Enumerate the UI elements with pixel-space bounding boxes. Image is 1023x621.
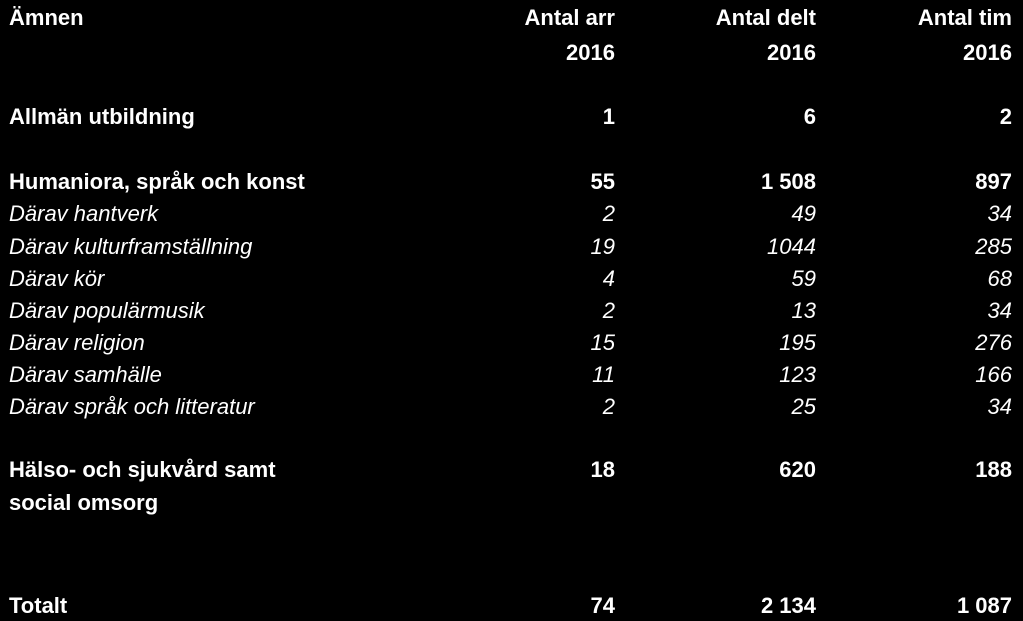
arr-value: 18 — [590, 457, 615, 482]
tim-value: 897 — [975, 169, 1012, 194]
arr-value: 1 — [602, 104, 615, 129]
row-label-continuation: social omsorg — [9, 490, 159, 515]
table-row — [0, 455, 1023, 485]
table-subrow — [0, 296, 1023, 326]
table-subrow — [0, 328, 1023, 358]
tim-value: 188 — [975, 457, 1012, 482]
row-label: Allmän utbildning — [9, 104, 195, 129]
tim-value: 276 — [975, 330, 1012, 355]
delt-value: 195 — [779, 330, 816, 355]
tim-value: 2 — [999, 104, 1012, 129]
delt-value: 49 — [791, 201, 816, 226]
arr-value: 2 — [602, 394, 615, 419]
row-label: Humaniora, språk och konst — [9, 169, 305, 194]
row-label: Hälso- och sjukvård samt — [9, 457, 276, 482]
table-subrow — [0, 264, 1023, 294]
tim-value: 285 — [975, 234, 1012, 259]
table-row — [0, 167, 1023, 197]
arr-value: 15 — [590, 330, 615, 355]
arr-value: 4 — [602, 266, 615, 291]
delt-value: 1 508 — [760, 169, 816, 194]
table-subrow — [0, 392, 1023, 422]
year-header-row — [0, 38, 1023, 68]
arr-value: 2 — [602, 201, 615, 226]
delt-total: 2 134 — [760, 593, 816, 618]
delt-year: 2016 — [767, 40, 816, 65]
row-label: Därav religion — [9, 330, 145, 355]
delt-value: 620 — [779, 457, 816, 482]
header-row — [0, 3, 1023, 33]
row-label: Därav populärmusik — [9, 298, 205, 323]
tim-value: 34 — [987, 394, 1012, 419]
row-label: Därav kulturframställning — [9, 234, 253, 259]
arr-value: 11 — [592, 362, 615, 387]
arr-value: 55 — [590, 169, 615, 194]
row-label: Därav samhälle — [9, 362, 162, 387]
table-row-continuation — [0, 488, 1023, 518]
tim-total: 1 087 — [956, 593, 1012, 618]
delt-value: 59 — [791, 266, 816, 291]
tim-value: 34 — [987, 201, 1012, 226]
delt-value: 25 — [791, 394, 816, 419]
tim-value: 34 — [987, 298, 1012, 323]
arr-value: 2 — [602, 298, 615, 323]
table-subrow — [0, 232, 1023, 262]
tim-year: 2016 — [963, 40, 1012, 65]
row-label: Därav språk och litteratur — [9, 394, 255, 419]
table-subrow — [0, 360, 1023, 390]
row-label: Därav hantverk — [9, 201, 159, 226]
tim-value: 166 — [975, 362, 1012, 387]
row-label: Därav kör — [9, 266, 105, 291]
delt-value: 13 — [791, 298, 816, 323]
tim-column-header: Antal tim — [917, 5, 1012, 30]
arr-column-header: Antal arr — [524, 5, 615, 30]
tim-value: 68 — [987, 266, 1012, 291]
delt-value: 123 — [779, 362, 816, 387]
delt-column-header: Antal delt — [715, 5, 816, 30]
table-row — [0, 102, 1023, 132]
arr-value: 19 — [590, 234, 615, 259]
subject-column-header: Ämnen — [9, 5, 84, 30]
delt-value: 1044 — [767, 234, 816, 259]
table-subrow — [0, 199, 1023, 229]
arr-year: 2016 — [566, 40, 615, 65]
total-label: Totalt — [9, 593, 68, 618]
delt-value: 6 — [803, 104, 816, 129]
arr-total: 74 — [590, 593, 615, 618]
